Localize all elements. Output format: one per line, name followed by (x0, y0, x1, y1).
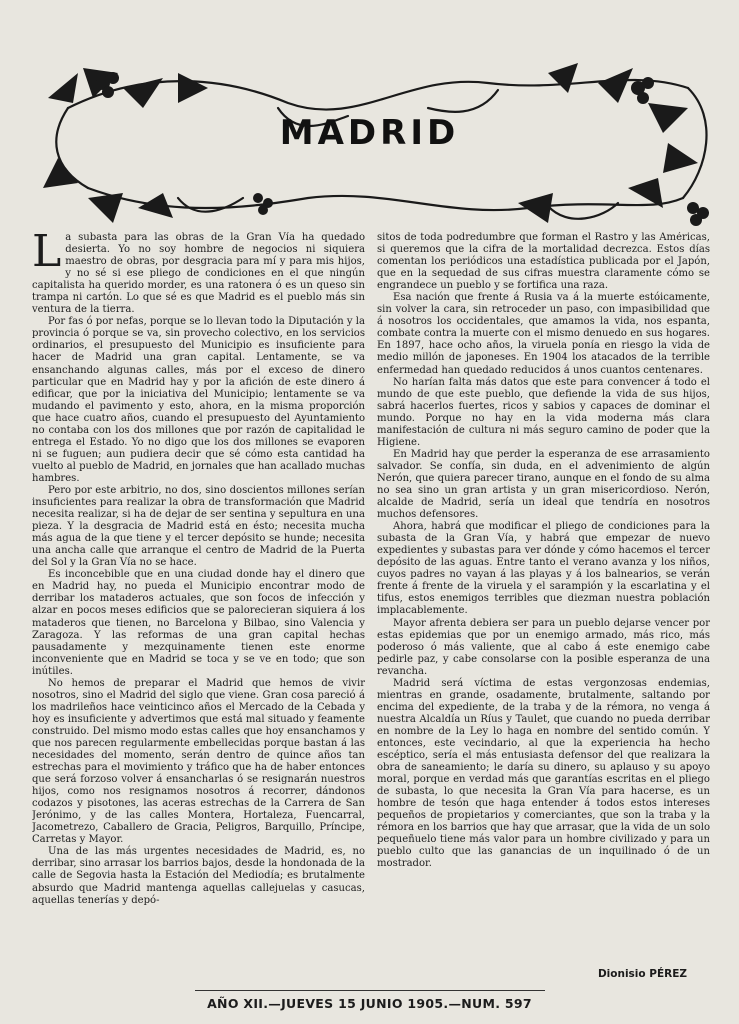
paragraph: Esa nación que frente á Rusia va á la muerte estóicamente, sin volver la cara, sin retroceder un paso, con impasibilidad que á nosotros los occidentales, que amamos la vida, nos espanta, combate contra la muerte con el mismo denuedo en sus hogares. En 1897, hace ocho años, la viruela ponía en riesgo la vida de medio millón de japoneses. En 1904 los atacados de la terrible enfermedad han quedado reducidos á unos cuantos centenares. (377, 292, 710, 376)
article-column-left (32, 232, 365, 972)
paragraph: Es inconcebible que en una ciudad donde hay el dinero que en Madrid hay, no pueda el Municipio encontrar modo de derribar los mataderos actuales, que son focos de infección y alzar en pocos meses edificios que se palorecieran siquiera á los mataderos que tienen, no Barcelona y Bilbao, sino Valencia y Zaragoza. Y las reformas de una gran capital hechas pausadamente y mezquinamente tienen este enorme inconveniente que en Madrid se toca y se ve en todo; que son inútiles. (32, 569, 365, 677)
paragraph: Por fas ó por nefas, porque se lo llevan todo la Diputación y la provincia ó porque se va, sin provecho colectivo, en los servicios ordinarios, el presupuesto del Municipio es insuficiente para hacer de Madrid una gran capital. Lentamente, se va ensanchando algunas calles, más por el exceso de dinero particular que en Madrid hay y por la afición de este dinero á edificar, que por la iniciativa del Municipio; lentamente se va mudando el pavimento y esto, ahora, en la misma proporción que hace cuatro años, cuando el presupuesto del Ayuntamiento no contaba con los dos millones que por razón de capitalidad le entrega el Estado. Yo no digo que los dos millones se evaporen ni se fuguen; aun pudiera decir que sé cómo esta cantidad ha vuelto al pueblo de Madrid, en jornales que han acallado muchas hambres. (32, 316, 365, 484)
author-signature: Dionisio PÉREZ (597, 968, 687, 980)
paragraph: Mayor afrenta debiera ser para un pueblo dejarse vencer por estas epidemias que por un enemigo armado, más rico, más poderoso ó más valiente, que al cabo á este enemigo cabe pedirle paz, y cabe consolarse con la posible esperanza de una revancha. (377, 617, 710, 677)
drop-cap: L (32, 232, 62, 277)
paragraph: Madrid será víctima de estas vergonzosas endemias, mientras en grande, osadamente, brutalmente, saltando por encima del expediente, de la traba y de la rémora, no venga á nuestra Alcaldía un Ríus y Taulet, que cuando no pueda derribar en nombre de la Ley lo haga en nombre del sentido común. Y entonces, este vecindario, al que la experiencia ha hecho escéptico, sería el más entusiasta defensor del que realizara la obra de saneamiento; le daría su dinero, su aplauso y su apoyo moral, porque en verdad más que garantías escritas en el pliego de subasta, lo que necesita la Gran Vía para hacerse, es un hombre de tesón que haga entender á todos estos intereses pequeños de propietarios y comerciantes, que son la traba y la rémora en los barrios que hay que arrasar, que la vida de un solo pequeñuelo tiene más valor para un hombre civilizado y para un pueblo culto que las ganancias de un inquilinado ó de un mostrador. (377, 677, 710, 870)
page-title: MADRID (279, 113, 460, 153)
paragraph: sitos de toda podredumbre que forman el Rastro y las Américas, si queremos que la cifra de la mortalidad decrezca. Estos días comentan los periódicos una estadística publicada por el Japón, que en la sequedad de sus cifras muestra claramente cómo se engrandece un pueblo y se fortifica una raza. (377, 232, 710, 292)
paragraph: En Madrid hay que perder la esperanza de ese arrasamiento salvador. Se confía, sin duda, en el advenimiento de algún Nerón, que quiera parecer tirano, aunque en el fondo de su alma no sea sino un gran artista y un gran misericordioso. Nerón, alcalde de Madrid, sería un ideal que tendría en nosotros muchos defensores. (377, 448, 710, 521)
footer-divider (195, 990, 545, 991)
paragraph: Ahora, habrá que modificar el pliego de condiciones para la subasta de la Gran Vía, y habrá que empezar de nuevo expedientes y subastas para ver dónde y cómo hacemos el tercer depósito de las aguas. Entre tanto el verano avanza y los niños, cuyos padres no vayan á las playas y á los balnearios, se verán frente á frente de la viruela y el sarampión y la escarlatina y el tifus, estos enemigos terribles que diezman nuestra población implacablemente. (377, 521, 710, 617)
paragraph: No hemos de preparar el Madrid que hemos de vivir nosotros, sino el Madrid del siglo que viene. Gran cosa pareció á los madrileños hace veinticinco años el Mercado de la Cebada y hoy es insuficiente y advertimos que está mal situado y feamente construido. Del mismo modo estas calles que hoy ensanchamos y que nos parecen regularmente embellecidas porque bastan á las necesidades del momento, serán dentro de quince años tan estrechas para el movimiento y tráfico que ha de haber entonces que será forzoso volver á ensancharlas ó se resignarán nuestros hijos, como nos resignamos nosotros á recorrer, dándonos codazos y pisotones, las aceras estrechas de la Carrera de San Jerónimo, y de las calles Montera, Hortaleza, Fuencarral, Jacometrezo, Caballero de Gracia, Peligros, Barquillo, Príncipe, Carretas y Mayor. (32, 677, 365, 846)
paragraph: Una de las más urgentes necesidades de Madrid, es, no derribar, sino arrasar los barrios bajos, desde la hondonada de la calle de Segovia hasta la Estación del Mediodía; es brutalmente absurdo que Madrid mantenga aquellas callejuelas y casucas, aquellas tenerías y depó- (32, 846, 365, 906)
paragraph: No harían falta más datos que este para convencer á todo el mundo de que este pueblo, que defiende la vida de sus hijos, sabrá hacerlos fuertes, ricos y sabios y capaces de dominar el mundo. Porque no hay en la vida moderna más clara manifestación de cultura ni más seguro camino de poder que la Higiene. (377, 376, 710, 448)
paragraph: La subasta para las obras de la Gran Vía ha quedado desierta. Yo no soy hombre de negocios ni siquiera maestro de obras, por desgracia para mí y para mis hijos, y no sé si ese pliego de condiciones en el que ningún capitalista ha querido morder, es una ratonera ó es un queso sin trampa ni cartón. Lo que sé es que Madrid es el pueblo más sin ventura de la tierra. (32, 232, 365, 316)
issue-footer: AÑO XII.—JUEVES 15 JUNIO 1905.—NUM. 597 (207, 996, 532, 1011)
paragraph: Pero por este arbitrio, no dos, sino doscientos millones serían insuficientes para realizar la obra de transformación que Madrid necesita realizar, si ha de dejar de ser sentina y sepultura en una pieza. Y la desgracia de Madrid está en ésto; necesita mucha más agua de la que tiene y el tercer depósito se hunde; necesita una ancha calle que arranque el centro de Madrid de la Puerta del Sol y la Gran Vía no se hace. (32, 484, 365, 569)
article-column-right (377, 232, 710, 972)
